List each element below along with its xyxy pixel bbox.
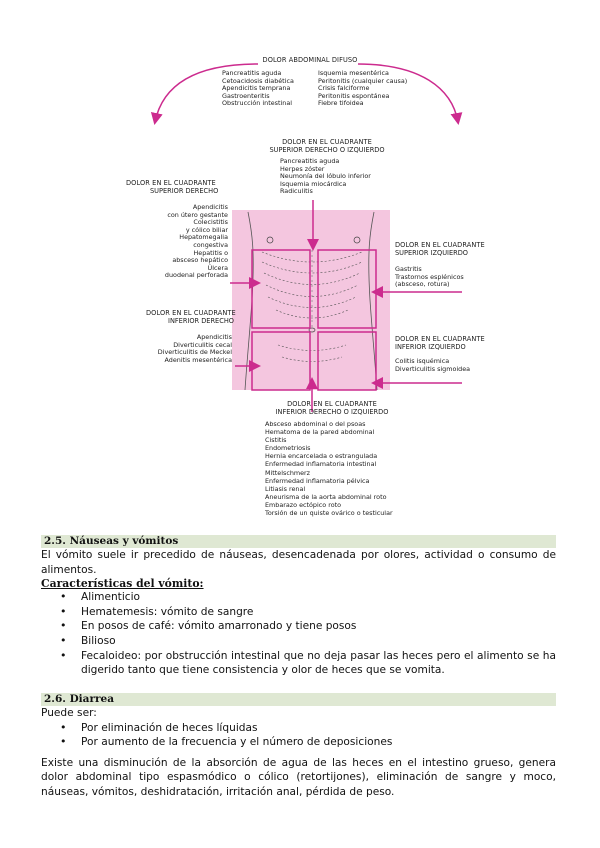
section-25-subheading: Características del vómito: (41, 577, 204, 591)
list-item: • Por eliminación de heces líquidas (41, 721, 556, 736)
diffuse-left-list: Pancreatitis aguda Cetoacidosis diabética Apendicitis temprana Gastroenteritis Obstrucción intestinal (222, 69, 294, 108)
upper-left-title: DOLOR EN EL CUADRANTE SUPERIOR IZQUIERDO (395, 241, 485, 257)
upper-right-list: Apendicitis con útero gestante Colecistitis y cólico biliar Hepatomegalia congestiva Hepatitis o absceso hepático Úlcera duodenal perforada (164, 203, 228, 280)
list-item: • Fecaloideo: por obstrucción intestinal que no deja pasar las heces pero el alimento se ha digerido tanto que tiene consistencia y olor de heces que se vomita. (41, 649, 556, 678)
list-item: • Hematemesis: vómito de sangre (41, 605, 556, 620)
upper-left-list: Gastritis Trastornos esplénicos (absceso, rotura) (395, 265, 464, 289)
bottom-quadrant-list: Absceso abdominal o del psoas Hematoma de la pared abdominal Cistitis Endometriosis Hernia encarcelada o estrangulada Enfermedad inflamatoria intestinal Mittelschmerz Enfermedad inflamatoria pélvica Litiasis renal Aneurisma de la aorta abdominal roto Embarazo ectópico roto Torsión de un quiste ovárico o testicular (265, 420, 393, 518)
section-26-heading: 2.6. Diarrea (41, 693, 556, 706)
section-25-heading: 2.5. Náuseas y vómitos (41, 535, 556, 548)
section-26-intro: Puede ser: (41, 707, 97, 719)
section-25-body (41, 548, 556, 678)
lower-right-title: DOLOR EN EL CUADRANTE INFERIOR DERECHO (146, 309, 236, 325)
vomit-types-list (41, 590, 556, 678)
top-quadrant-title: DOLOR EN EL CUADRANTE SUPERIOR DERECHO O IZQUIERDO (269, 138, 385, 154)
list-item: • En posos de café: vómito amarronado y tiene posos (41, 619, 556, 634)
section-25-intro: El vómito suele ir precedido de náuseas, desencadenada por olores, actividad o consumo de alimentos. (41, 549, 556, 576)
diarrhea-types-list (41, 721, 556, 750)
upper-right-title: DOLOR EN EL CUADRANTE SUPERIOR DERECHO (126, 179, 219, 195)
lower-left-title: DOLOR EN EL CUADRANTE INFERIOR IZQUIERDO (395, 335, 485, 351)
list-item: • Por aumento de la frecuencia y el número de deposiciones (41, 735, 556, 750)
torso-body (232, 210, 390, 390)
section-26-paragraph: Existe una disminución de la absorción de agua de las heces en el intestino grueso, genera dolor abdominal tipo espasmódico o cólico (retortijones), eliminación de sangre y moco, náuseas, vómitos, deshidratación, irritación anal, pérdida de peso. (41, 756, 556, 798)
list-item: • Bilioso (41, 634, 556, 649)
diffuse-right-list: Isquemia mesentérica Peritonitis (cualquier causa) Crisis falciforme Peritonitis espontánea Fiebre tifoidea (318, 69, 408, 108)
diffuse-title: DOLOR ABDOMINAL DIFUSO (262, 56, 358, 64)
top-quadrant-list: Pancreatitis aguda Herpes zóster Neumonía del lóbulo inferior Isquemia miocárdica Radiculitis (280, 157, 371, 196)
section-26-body (41, 706, 556, 800)
lower-left-list: Colitis isquémica Diverticulitis sigmoidea (395, 357, 471, 373)
lower-right-list: Apendicitis Diverticulitis cecal Diverticulitis de Meckel Adenitis mesentérica (157, 333, 232, 364)
bottom-quadrant-title: DOLOR EN EL CUADRANTE INFERIOR DERECHO O IZQUIERDO (275, 400, 389, 416)
list-item: • Alimenticio (41, 590, 556, 605)
